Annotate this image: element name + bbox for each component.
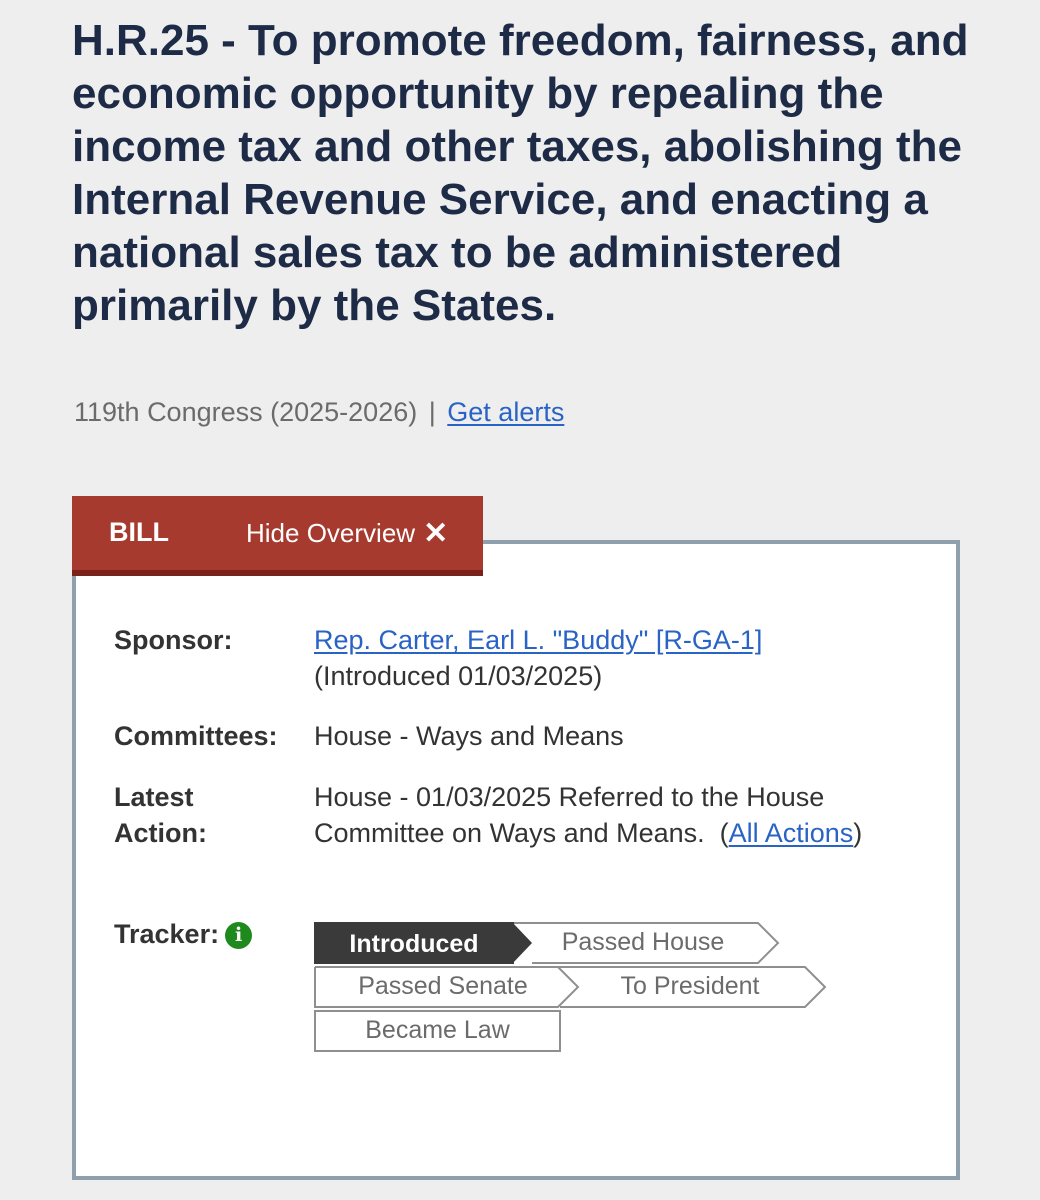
tracker-arrow-introduced [512,922,532,964]
bill-tab[interactable]: BILL [109,517,169,547]
sponsor-introduced-date: (Introduced 01/03/2025) [314,661,603,691]
all-actions-link[interactable]: All Actions [728,818,854,848]
tracker-step-to-president: To President [620,972,760,1000]
committees-label: Committees: [114,721,278,751]
sponsor-link[interactable]: Rep. Carter, Earl L. "Buddy" [R-GA-1] [314,625,763,655]
tracker-step-passed-house: Passed House [561,928,725,956]
sponsor-label: Sponsor: [114,625,233,655]
latest-action-text: House - 01/03/2025 Referred to the House Committee on Ways and Means. [314,782,825,848]
get-alerts-link[interactable]: Get alerts [447,397,565,427]
committees-value: House - Ways and Means [314,721,624,751]
latest-action-label-line2: Action: [114,818,207,848]
all-actions-close-paren: ) [853,818,863,848]
page-title: H.R.25 - To promote freedom, fairness, and economic opportunity by repealing the income tax and other taxes, abolishing the Internal Revenue Service, and enacting a national sales tax to be administered primarily by the States. [72,16,969,330]
congress-session: 119th Congress (2025-2026) [74,397,418,427]
separator: | [428,397,436,427]
close-icon: ✕ [423,516,449,550]
latest-action-label-line1: Latest [114,782,194,812]
tracker-step-became-law: Became Law [365,1016,510,1044]
tracker-step-passed-senate: Passed Senate [358,972,528,1000]
info-icon[interactable]: i [225,922,252,949]
tracker-step-introduced: Introduced [314,922,514,964]
hide-overview-label: Hide Overview [246,518,416,548]
tracker-label: Tracker: [114,919,220,949]
all-actions-open-paren: ( [719,818,729,848]
